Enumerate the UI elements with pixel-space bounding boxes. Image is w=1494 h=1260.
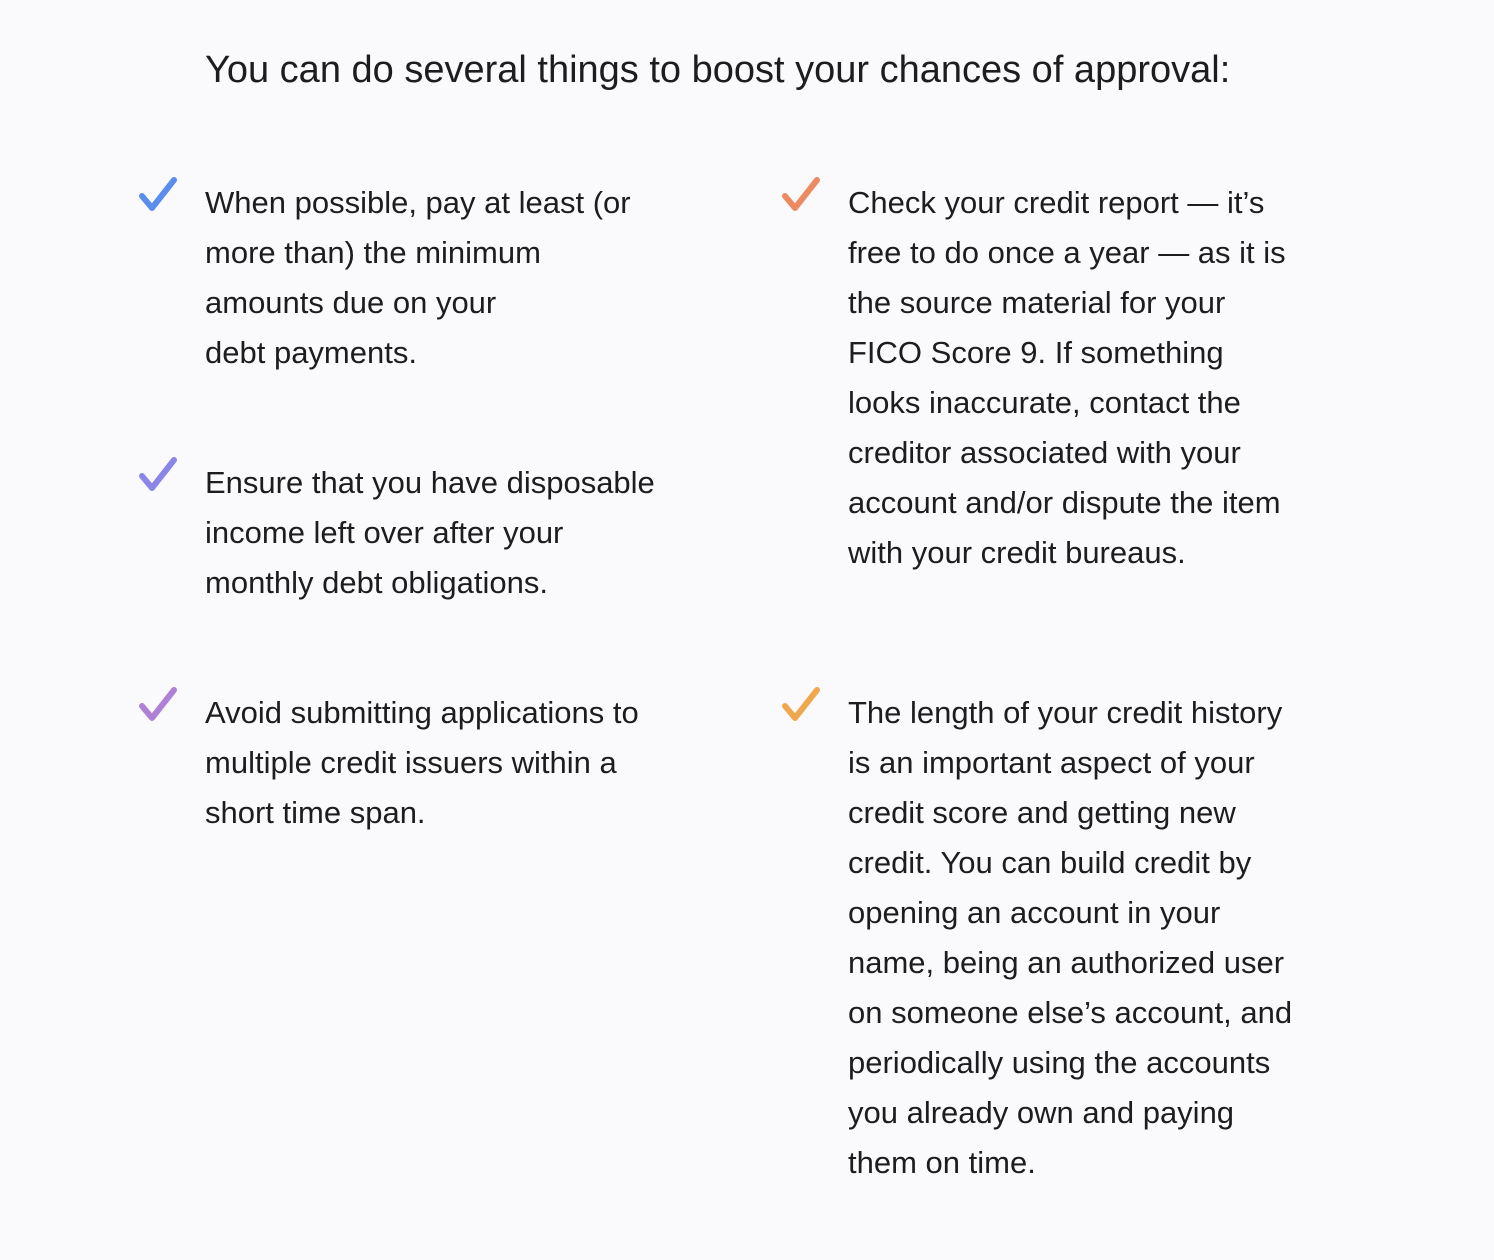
check-icon <box>138 686 178 726</box>
page-heading: You can do several things to boost your chances of approval: <box>205 49 1231 91</box>
tip-text: Ensure that you have disposable income left over after your monthly debt obligations. <box>205 465 655 600</box>
check-icon <box>138 456 178 496</box>
check-icon <box>781 176 821 216</box>
tip-text: When possible, pay at least (or more than) the minimum amounts due on your debt payments. <box>205 185 631 370</box>
tip-text: Check your credit report — it’s free to do once a year — as it is the source material for your FICO Score 9. If something looks inaccurate, contact the creditor associated with your account and/or dispute the item with your credit bureaus. <box>848 185 1286 570</box>
tip-text: The length of your credit history is an important aspect of your credit score and getting new credit. You can build credit by opening an account in your name, being an authorized user on someone else’s account, and periodically using the accounts you already own and paying them on time. <box>848 695 1293 1180</box>
tip-text: Avoid submitting applications to multiple credit issuers within a short time span. <box>205 695 639 830</box>
check-icon <box>138 176 178 216</box>
check-icon <box>781 686 821 726</box>
